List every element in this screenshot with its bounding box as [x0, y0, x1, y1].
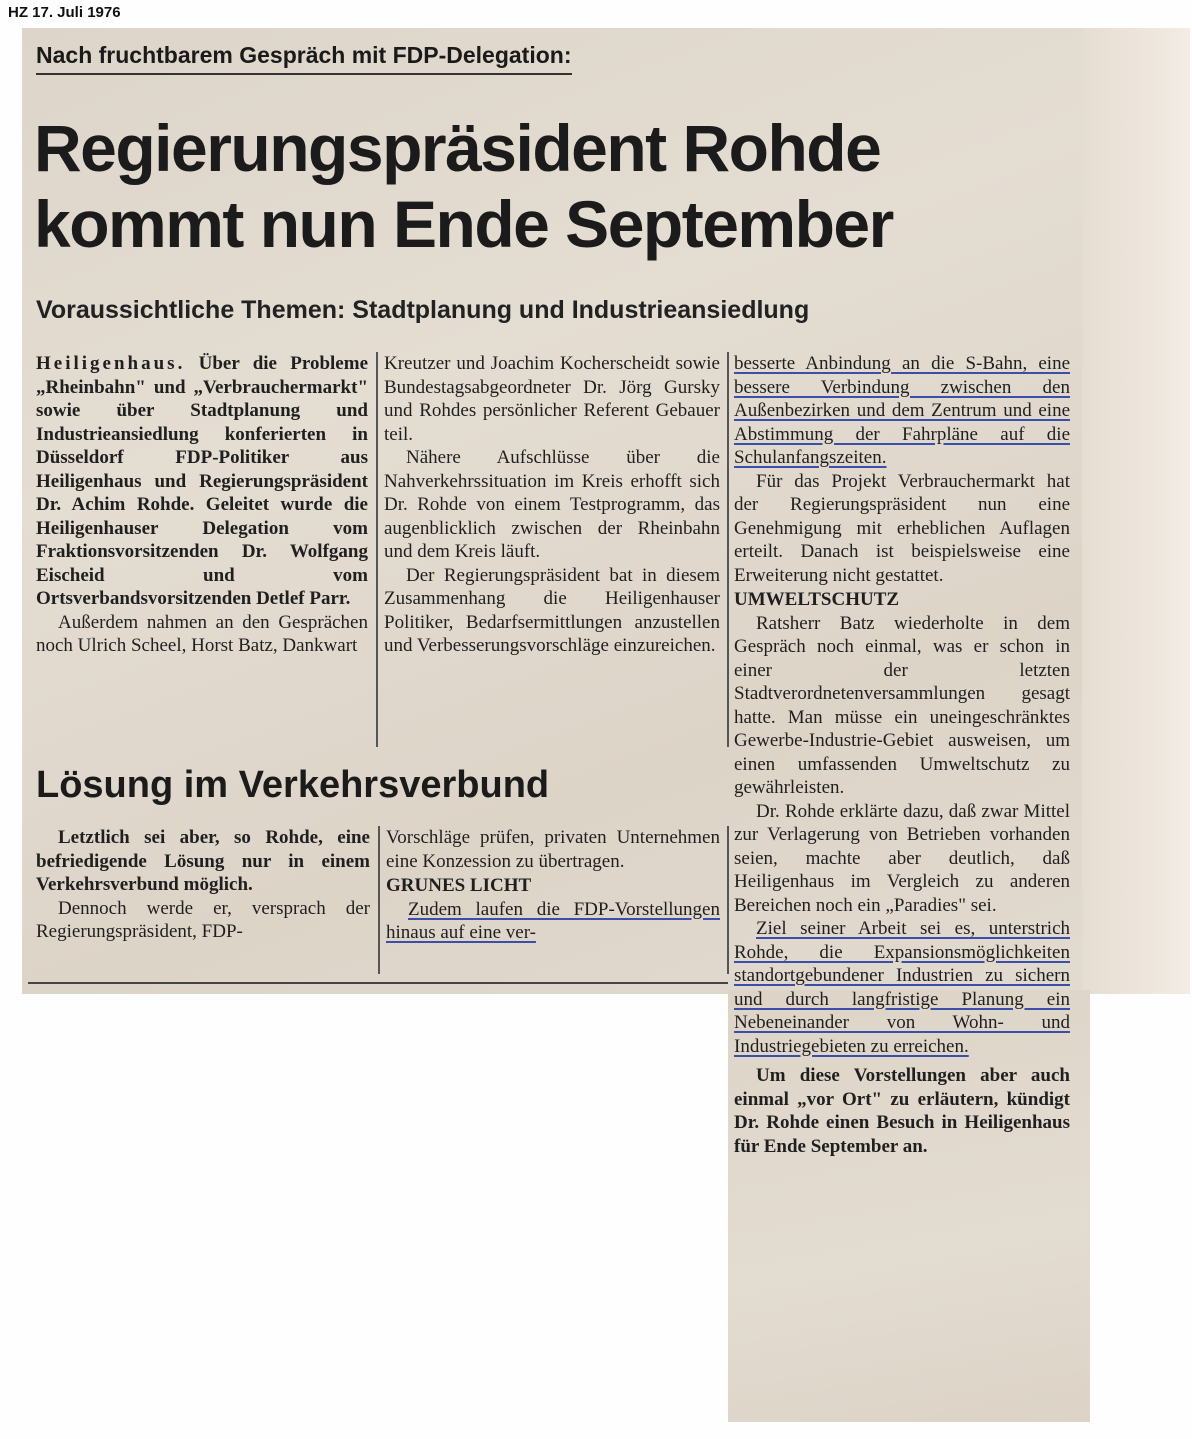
headline-line-2: kommt nun Ende September [34, 187, 893, 261]
subhead: Voraussichtliche Themen: Stadtplanung und Industrieansiedlung [36, 296, 810, 324]
headline [34, 110, 1074, 262]
column-rule-3 [378, 826, 380, 974]
column-rule-4 [727, 826, 729, 974]
source-label: HZ 17. Juli 1976 [8, 4, 121, 21]
col2b-paragraph-1: Vorschläge prüfen, privaten Unternehmen eine Konzession zu übertragen. [386, 827, 720, 872]
col3-paragraph-1: besserte Anbindung an die S-Bahn, eine bessere Verbindung zwischen den Außenbezirken und dem Zentrum und eine Abstimmung der Fahrpläne auf die Schulanfangszeiten. [734, 353, 1070, 468]
col1b-paragraph-2: Dennoch werde er, versprach der Regierungspräsident, FDP- [36, 897, 370, 942]
dateline: Heiligenhaus. [36, 353, 186, 374]
section-umweltschutz: UMWELTSCHUTZ [734, 589, 900, 610]
col1-paragraph-2: Außerdem nahmen an den Gesprächen noch Ulrich Scheel, Horst Batz, Dankwart [36, 611, 368, 656]
column-rule-1 [376, 352, 378, 747]
headline-line-1: Regierungspräsident Rohde [34, 111, 881, 185]
col2-paragraph-1: Kreutzer und Joachim Kocherscheidt sowie Bundestagsabgeordneter Dr. Jörg Gursky und Rohdes persönlicher Referent Gebauer teil. [384, 353, 720, 445]
clipping-edge [1082, 28, 1190, 994]
article-column-2 [384, 352, 720, 658]
col2-paragraph-2: Nähere Aufschlüsse über die Nahverkehrssituation im Kreis erhofft sich Dr. Rohde von einem Testprogramm, das augenblicklich zwischen der Rheinbahn und dem Kreis läuft. [384, 447, 720, 562]
col2b-paragraph-2: Zudem laufen die FDP-Vorstellungen hinaus auf eine ver- [386, 898, 720, 943]
col1b-paragraph-1: Letztlich sei aber, so Rohde, eine befriedigende Lösung nur in einem Verkehrsverbund möglich. [36, 827, 370, 895]
col3-paragraph-3: Ratsherr Batz wiederholte in dem Gespräch noch einmal, was er schon in einer der letzten Stadtverordnetenversammlungen gesagt hatte. Man müsse ein uneingeschränktes Gewerbe-Industrie-Gebiet ausweisen, um einen umfassenden Umweltschutz zu gewährleisten. [734, 612, 1070, 798]
col3-paragraph-4: Dr. Rohde erklärte dazu, daß zwar Mittel zur Verlagerung von Betrieben vorhanden seien, machte aber deutlich, daß Heiligenhaus im Vergleich zu anderen Bereichen noch ein „Paradies" sei. [734, 800, 1070, 916]
col1-paragraph-1: Über die Probleme „Rheinbahn" und „Verbrauchermarkt" sowie über Stadtplanung und Industrieansiedlung konferierten in Düsseldorf FDP-Politiker aus Heiligenhaus und Regierungspräsident Dr. Achim Rohde. Geleitet wurde die Heiligenhauser Delegation vom Fraktionsvorsitzenden Dr. Wolfgang Eischeid und vom Ortsverbandsvorsitzenden Detlef Parr. [36, 353, 368, 609]
col3-paragraph-2: Für das Projekt Verbrauchermarkt hat der Regierungspräsident nun eine Genehmigung mit erheblichen Auflagen erteilt. Danach ist beispielsweise eine Erweiterung nicht gestattet. [734, 470, 1070, 586]
article-column-3 [734, 352, 1070, 1158]
section-head-verkehrsverbund: Lösung im Verkehrsverbund [36, 764, 550, 806]
col3-paragraph-5: Ziel seiner Arbeit sei es, unterstrich Rohde, die Expansionsmöglichkeiten standortgebundener Industrien zu sichern und durch langfristige Planung ein Nebeneinander von Wohn- und Industriegebieten zu erreichen. [734, 918, 1070, 1057]
kicker: Nach fruchtbarem Gespräch mit FDP-Delegation: [36, 42, 572, 75]
column-rule-2 [727, 352, 729, 747]
col3-paragraph-6: Um diese Vorstellungen aber auch einmal „vor Ort" zu erläutern, kündigt Dr. Rohde einen Besuch in Heiligenhaus für Ende September an. [734, 1065, 1070, 1157]
article-column-1-bottom [36, 826, 370, 944]
article-column-1 [36, 352, 368, 658]
section-gruenes-licht: GRUNES LICHT [386, 875, 532, 896]
bottom-rule [28, 982, 728, 984]
article-column-2-bottom [386, 826, 720, 945]
col2-paragraph-3: Der Regierungspräsident bat in diesem Zusammenhang die Heiligenhauser Politiker, Bedarfsermittlungen anzustellen und Verbesserungsvorschläge einzureichen. [384, 564, 720, 656]
